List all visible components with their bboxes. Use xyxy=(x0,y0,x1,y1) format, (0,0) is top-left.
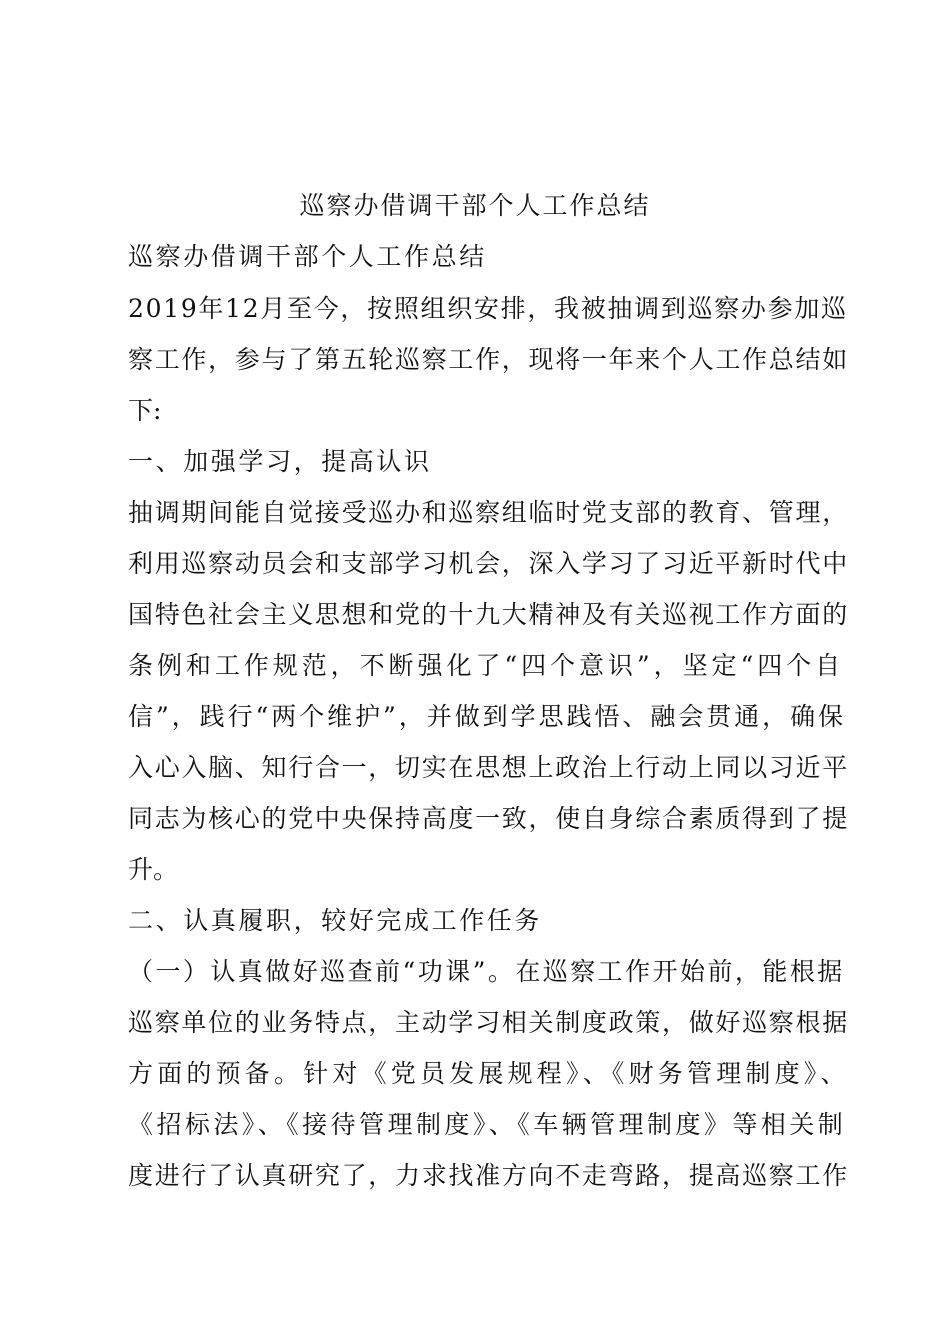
text-line: 利用巡察动员会和支部学习机会，深入学习了习近平新时代中 xyxy=(128,549,849,578)
document-title: 巡察办借调干部个人工作总结 xyxy=(299,191,651,220)
text-line: 察工作，参与了第五轮巡察工作，现将一年来个人工作总结如 xyxy=(128,345,849,374)
text-line: 度进行了认真研究了，力求找准方向不走弯路，提高巡察工作 xyxy=(128,1161,849,1190)
text-line: 条例和工作规范，不断强化了“四个意识”，坚定“四个自 xyxy=(128,651,845,680)
text-line: 巡察单位的业务特点，主动学习相关制度政策，做好巡察根据 xyxy=(128,1008,849,1037)
text-line: 信”，践行“两个维护”，并做到学思践悟、融会贯通，确保 xyxy=(128,702,846,731)
subtitle-line: 巡察办借调干部个人工作总结 xyxy=(128,242,487,271)
text-line: 升。 xyxy=(128,855,179,884)
text-line: 国特色社会主义思想和党的十九大精神及有关巡视工作方面的 xyxy=(128,600,849,629)
text-line: 《招标法》、《接待管理制度》、《车辆管理制度》等相关制 xyxy=(128,1110,847,1139)
section-heading: 一、加强学习，提高认识 xyxy=(128,447,432,476)
text-line: 方面的预备。针对《党员发展规程》、《财务管理制度》、 xyxy=(128,1059,850,1088)
section-heading: 二、认真履职，较好完成工作任务 xyxy=(128,906,543,935)
text-line: 入心入脑、知行合一，切实在思想上政治上行动上同以习近平 xyxy=(128,753,849,782)
text-line: 下: xyxy=(128,396,162,425)
text-line: 2019年12月至今，按照组织安排，我被抽调到巡察办参加巡 xyxy=(128,294,848,323)
text-line: 同志为核心的党中央保持高度一致，使自身综合素质得到了提 xyxy=(128,804,849,833)
text-line: 抽调期间能自觉接受巡办和巡察组临时党支部的教育、管理， xyxy=(128,498,849,527)
text-line: （一）认真做好巡查前“功课”。在巡察工作开始前，能根据 xyxy=(128,957,845,986)
